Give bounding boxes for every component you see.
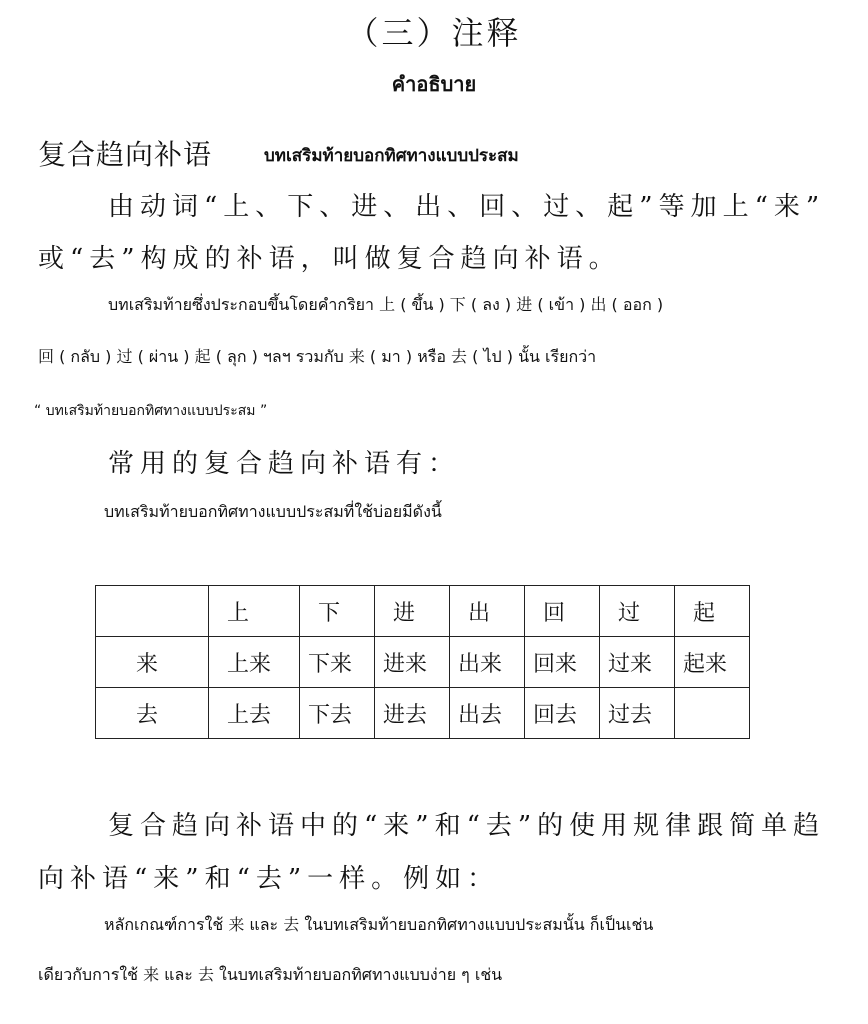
table-cell: 下: [300, 586, 375, 637]
para3-th-line2: เดียวกับการใช้ 来 และ 去 ในบทเสริมท้ายบอกทิศทางแบบง่าย ๆ เช่น: [38, 965, 503, 984]
table-cell: 下来: [300, 637, 375, 688]
table-cell: 出: [450, 586, 525, 637]
table-row: [96, 688, 750, 739]
table-cell: 起: [675, 586, 750, 637]
table-cell: 回来: [525, 637, 600, 688]
page-subtitle: คำอธิบาย: [391, 72, 477, 96]
table-cell: 过来: [600, 637, 675, 688]
para2-zh: 常用的复合趋向补语有：: [108, 449, 461, 479]
para3-line1: 复合趋向补语中的“来”和“去”的使用规律跟简单趋: [108, 811, 826, 841]
table-cell: 进: [375, 586, 450, 637]
table-cell: 出去: [450, 688, 525, 739]
table-cell: 进去: [375, 688, 450, 739]
table-cell: 回去: [525, 688, 600, 739]
table-cell: 上: [209, 586, 300, 637]
table-cell: 起来: [675, 637, 750, 688]
para2-th: บทเสริมท้ายบอกทิศทางแบบประสมที่ใช้บ่อยมีดังนี้: [104, 502, 442, 521]
section-heading-th: บทเสริมท้ายบอกทิศทางแบบประสม: [264, 146, 519, 166]
table-header-row: [96, 586, 750, 637]
table-cell: 去: [96, 688, 209, 739]
table-cell: 下去: [300, 688, 375, 739]
table-cell: 上去: [209, 688, 300, 739]
para1-th-line1: บทเสริมท้ายซึ่งประกอบขึ้นโดยคำกริยา 上 ( ขึ้น ) 下 ( ลง ) 进 ( เข้า ) 出 ( ออก ): [108, 295, 664, 314]
compound-complement-table: [95, 585, 750, 739]
table-cell: [675, 688, 750, 739]
para1-line1: 由动词“上、下、进、出、回、过、起”等加上“来”: [108, 192, 826, 222]
para3-line2: 向补语“来”和“去”一样。例如：: [38, 864, 500, 894]
table-cell: 来: [96, 637, 209, 688]
table-cell: 回: [525, 586, 600, 637]
table-cell: 过: [600, 586, 675, 637]
para1-th-line2: 回 ( กลับ ) 过 ( ผ่าน ) 起 ( ลุก ) ฯลฯ รวมกับ 来 ( มา ) หรือ 去 ( ไป ) นั้น เรียกว่า: [38, 347, 597, 366]
table-cell: 过去: [600, 688, 675, 739]
table-cell: 出来: [450, 637, 525, 688]
section-heading-zh: 复合趋向补语: [38, 138, 213, 171]
para3-th-line1: หลักเกณฑ์การใช้ 来 และ 去 ในบทเสริมท้ายบอกทิศทางแบบประสมนั้น ก็เป็นเช่น: [104, 915, 654, 934]
page-title: （三）注释: [346, 14, 522, 52]
table-cell: [96, 586, 209, 637]
para1-th-line3: “ บทเสริมท้ายบอกทิศทางแบบประสม ”: [34, 403, 268, 419]
table-cell: 进来: [375, 637, 450, 688]
table-row: [96, 637, 750, 688]
table-cell: 上来: [209, 637, 300, 688]
para1-line2: 或“去”构成的补语，叫做复合趋向补语。: [38, 244, 621, 274]
